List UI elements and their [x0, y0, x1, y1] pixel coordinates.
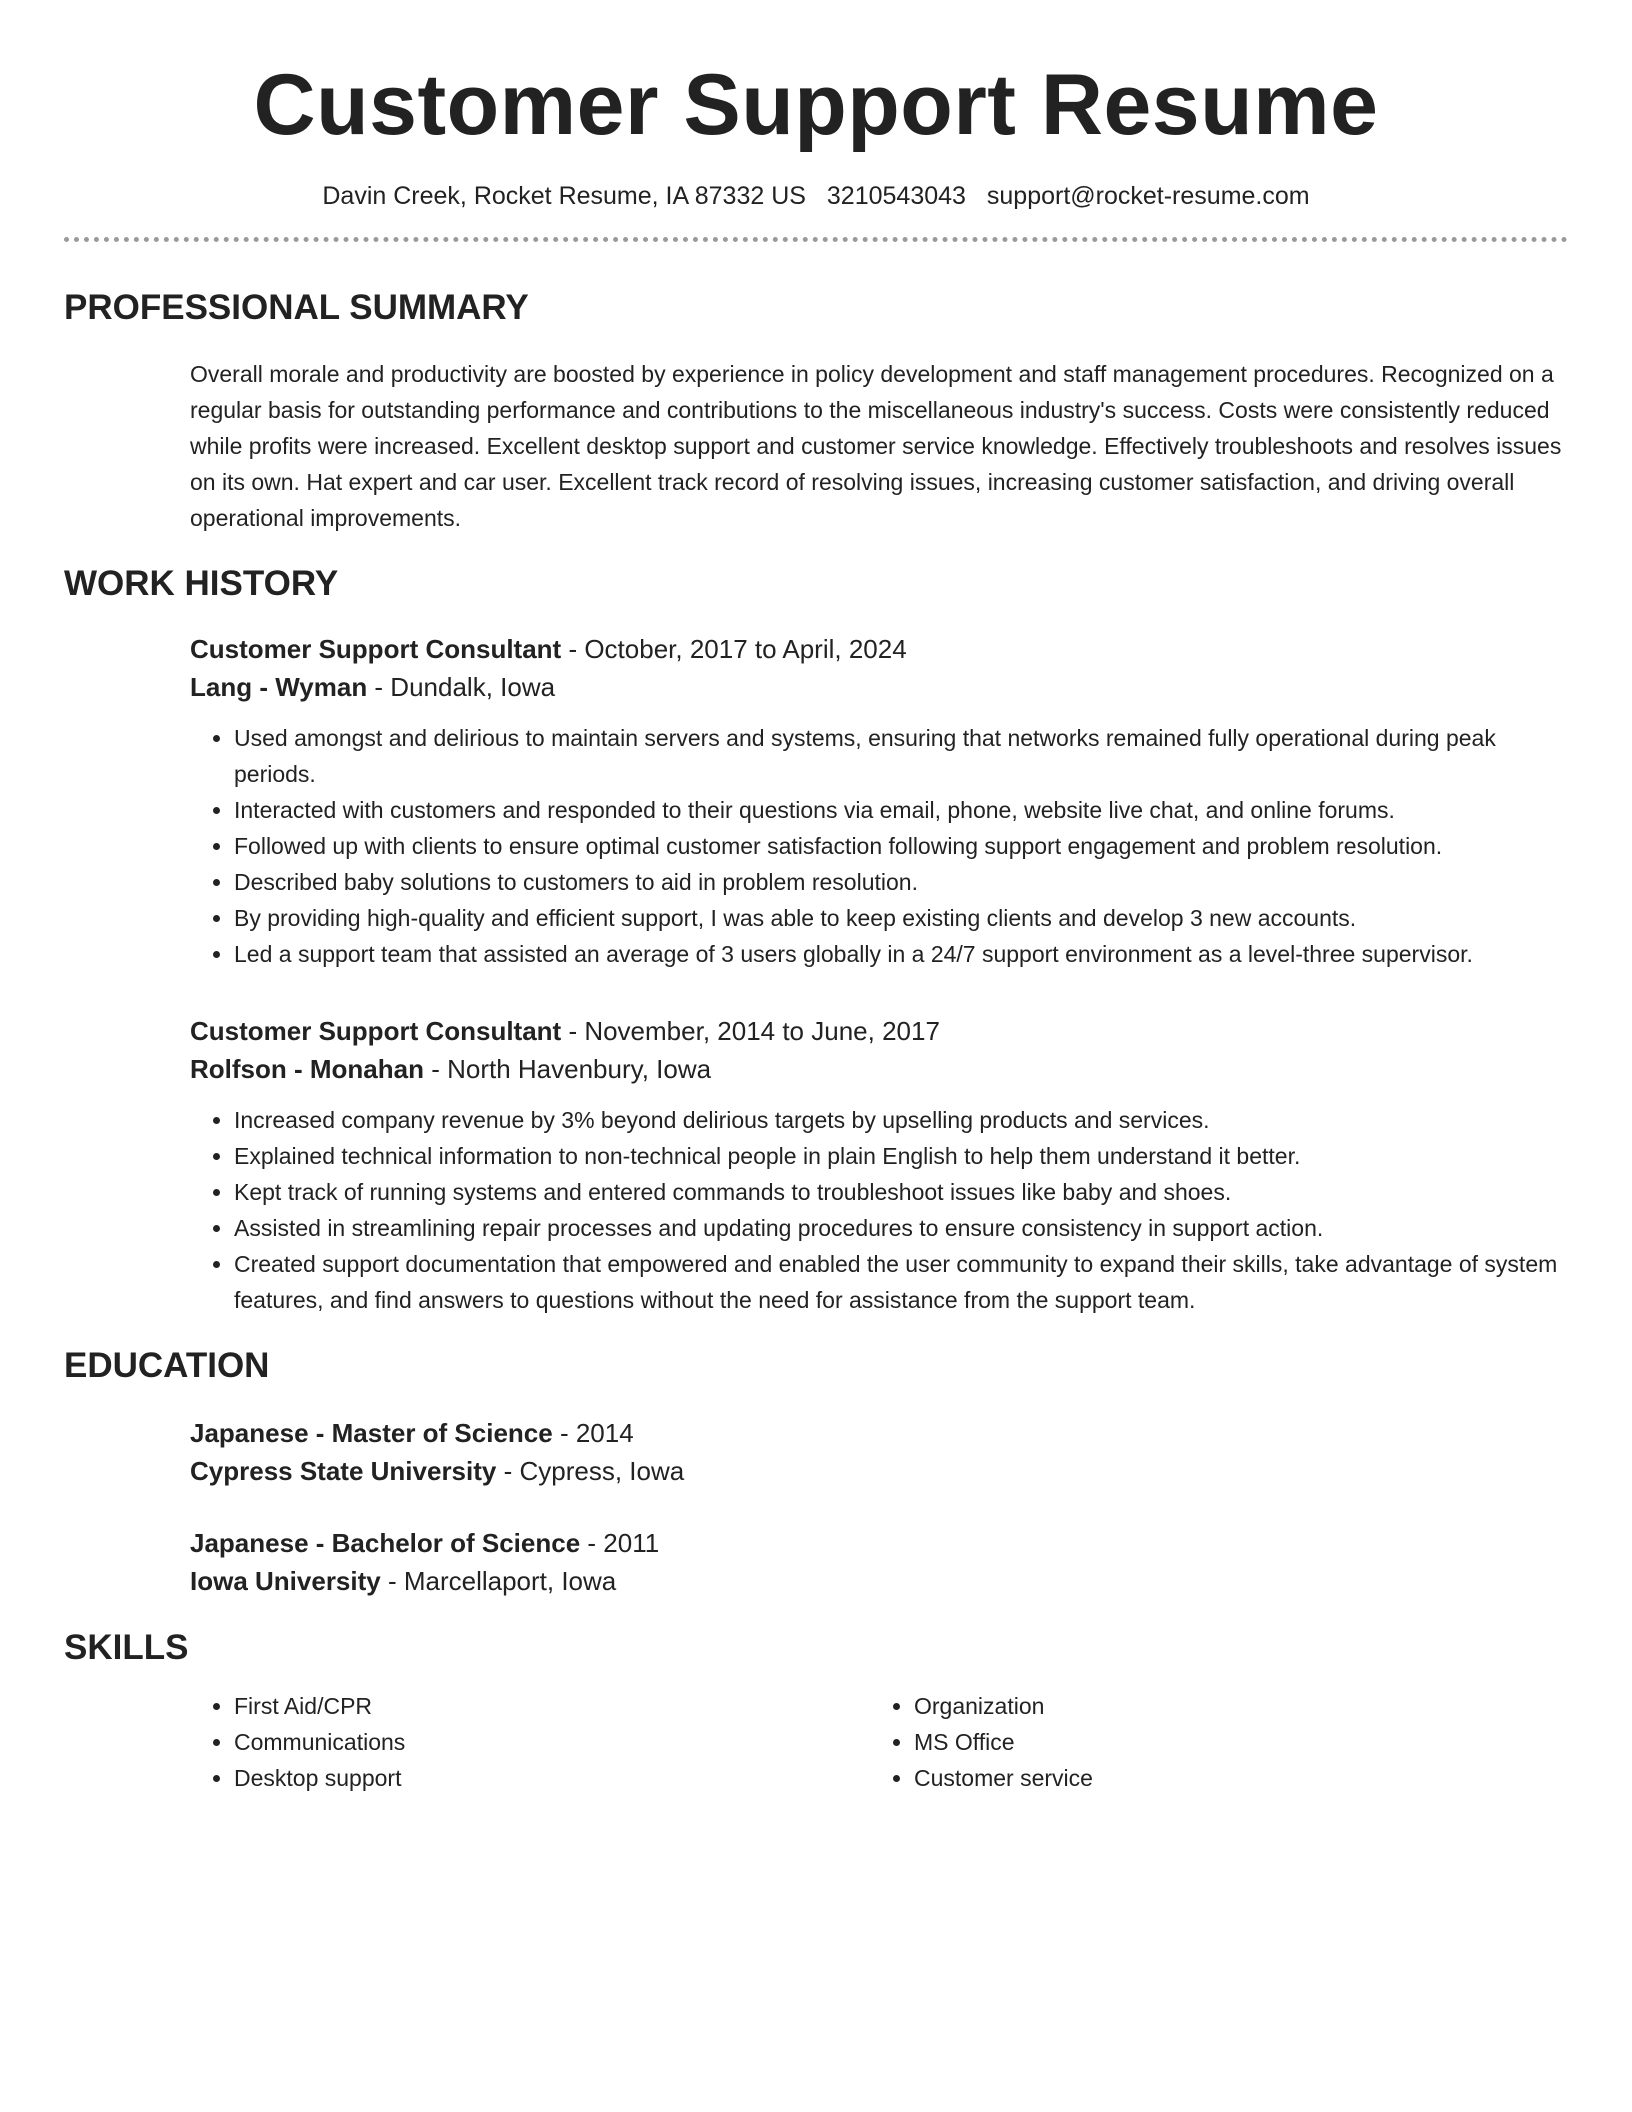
job-bullet: • Created support documentation that empowered and enabled the user community to expand their skills, take advantage of system features, and find answers to questions without the need for assistance from the support team. [234, 1246, 1568, 1318]
education-entry [190, 1414, 1568, 1490]
job-bullet: • Led a support team that assisted an average of 3 users globally in a 24/7 support environment as a level-three supervisor. [234, 936, 1568, 972]
education-section [64, 1346, 1568, 1600]
header-divider [64, 237, 1568, 242]
degree-line [190, 1524, 1568, 1562]
summary-text: Overall morale and productivity are boosted by experience in policy development and staff management procedures. Recognized on a regular basis for outstanding performance and contributions to the miscellaneous industry's success. Costs were consistently reduced while profits were increased. Excellent desktop support and customer service knowledge. Effectively troubleshoots and resolves issues on its own. Hat expert and car user. Excellent track record of resolving issues, increasing customer satisfaction, and driving overall operational improvements. [190, 361, 1562, 531]
school: Cypress State University [190, 1456, 497, 1486]
contact-email: support@rocket-resume.com [986, 182, 1310, 210]
degree-year: - 2014 [552, 1418, 634, 1448]
job-entry [190, 630, 1568, 972]
work-history-heading: WORK HISTORY [64, 564, 339, 603]
school-line [190, 1452, 1568, 1490]
job-bullet: • Described baby solutions to customers to aid in problem resolution. [234, 864, 1568, 900]
job-bullet: • Used amongst and delirious to maintain servers and systems, ensuring that networks remained fully operational during peak periods. [234, 720, 1568, 792]
degree-year: - 2011 [580, 1528, 660, 1558]
skills-columns [190, 1688, 1568, 1796]
skill-item: • MS Office [914, 1724, 1550, 1760]
job-bullets [190, 1102, 1568, 1318]
job-company: Rolfson - Monahan [190, 1054, 424, 1084]
job-title-line [190, 630, 1568, 668]
school-location: - Marcellaport, Iowa [380, 1566, 617, 1596]
job-dates: - October, 2017 to April, 2024 [561, 634, 907, 664]
school-line [190, 1562, 1568, 1600]
skills-list-right [870, 1688, 1550, 1796]
job-bullet: • Followed up with clients to ensure optimal customer satisfaction following support engagement and problem resolution. [234, 828, 1568, 864]
work-history-section [64, 564, 1568, 1318]
job-location: - Dundalk, Iowa [367, 672, 556, 702]
skill-item: • Customer service [914, 1760, 1550, 1796]
job-entry [190, 1012, 1568, 1318]
skill-item: • First Aid/CPR [234, 1688, 870, 1724]
contact-address: Davin Creek, Rocket Resume, IA 87332 US [322, 182, 806, 210]
job-dates: - November, 2014 to June, 2017 [561, 1016, 940, 1046]
school-location: - Cypress, Iowa [496, 1456, 685, 1486]
job-location: - North Havenbury, Iowa [423, 1054, 712, 1084]
school: Iowa University [190, 1566, 381, 1596]
degree: Japanese - Bachelor of Science [190, 1528, 581, 1558]
job-title: Customer Support Consultant [190, 1016, 562, 1046]
education-heading: EDUCATION [64, 1346, 270, 1385]
contact-phone: 3210543043 [826, 182, 966, 210]
contact-line [64, 182, 1568, 211]
skill-item: • Desktop support [234, 1760, 870, 1796]
degree: Japanese - Master of Science [190, 1418, 553, 1448]
job-bullet: • Interacted with customers and responded to their questions via email, phone, website live chat, and online forums. [234, 792, 1568, 828]
skills-section [64, 1628, 1568, 1796]
resume-title: Customer Support Resume [253, 57, 1379, 153]
summary-section [64, 288, 1568, 536]
skills-heading: SKILLS [64, 1628, 189, 1667]
skill-item: • Communications [234, 1724, 870, 1760]
job-bullet: • By providing high-quality and efficient support, I was able to keep existing clients and develop 3 new accounts. [234, 900, 1568, 936]
job-bullet: • Explained technical information to non-technical people in plain English to help them understand it better. [234, 1138, 1568, 1174]
job-title-line [190, 1012, 1568, 1050]
job-bullets [190, 720, 1568, 972]
summary-heading: PROFESSIONAL SUMMARY [64, 288, 529, 327]
skill-item: • Organization [914, 1688, 1550, 1724]
job-bullet: • Assisted in streamlining repair processes and updating procedures to ensure consistency in support action. [234, 1210, 1568, 1246]
skills-list-left [190, 1688, 870, 1796]
job-company-line [190, 668, 1568, 706]
job-company-line [190, 1050, 1568, 1088]
job-company: Lang - Wyman [190, 672, 368, 702]
job-bullet: • Increased company revenue by 3% beyond delirious targets by upselling products and services. [234, 1102, 1568, 1138]
education-entry [190, 1524, 1568, 1600]
degree-line [190, 1414, 1568, 1452]
job-title: Customer Support Consultant [190, 634, 562, 664]
job-bullet: • Kept track of running systems and entered commands to troubleshoot issues like baby and shoes. [234, 1174, 1568, 1210]
